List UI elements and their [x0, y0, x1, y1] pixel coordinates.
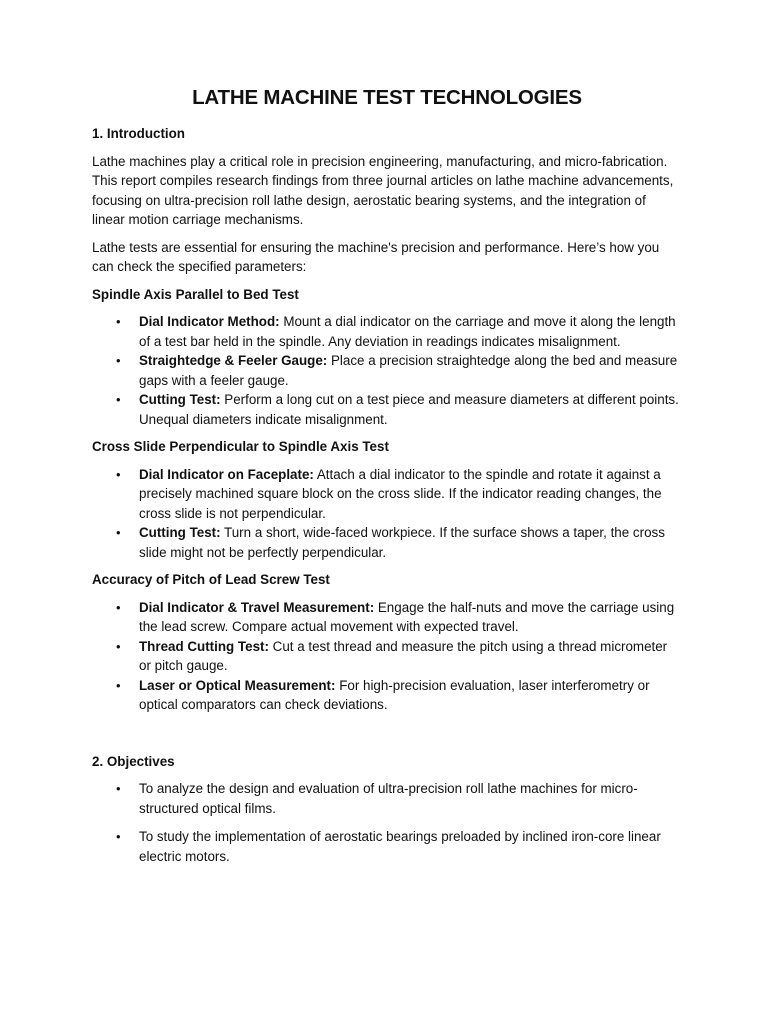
bullet-icon: • — [116, 353, 121, 368]
section-heading-introduction: 1. Introduction — [92, 126, 185, 141]
list-item-term: Cutting Test: — [139, 525, 221, 540]
tests-intro-paragraph: Lathe tests are essential for ensuring the machine's precision and performance. Here’s how you can check the specified parameters: — [92, 239, 660, 274]
list-item-text: Mount a dial indicator on the carriage and move it along the length of a test bar held in the spindle. Any deviation in readings indicates misalignment. — [139, 314, 676, 349]
bullet-icon: • — [116, 525, 121, 540]
list-item-text: Attach a dial indicator to the spindle and rotate it against a precisely machined square block on the cross slide. If the indicator reading changes, the cross slide is not perpendicular. — [139, 466, 662, 521]
bullet-icon: • — [116, 781, 121, 796]
bullet-icon: • — [116, 677, 121, 693]
bullet-icon: • — [116, 466, 121, 482]
intro-paragraph: Lathe machines play a critical role in precision engineering, manufacturing, and micro-fabrication. This report compiles research findings from three journal articles on lathe machine advancements, focusing on ultra-precision roll lathe design, aerostatic bearing systems, and the integration of linear motion carriage mechanisms. — [92, 153, 674, 227]
objectives-list — [92, 779, 682, 866]
spindle-axis-test-list — [92, 312, 682, 429]
subheading-spindle-axis-test: Spindle Axis Parallel to Bed Test — [92, 286, 299, 302]
list-item-text: For high-precision evaluation, laser interferometry or optical comparators can check deviations. — [139, 677, 650, 712]
cross-slide-test-list — [92, 465, 682, 563]
list-item — [92, 351, 682, 390]
list-item — [92, 523, 682, 562]
list-item — [92, 465, 682, 524]
list-item-text: Perform a long cut on a test piece and measure diameters at different points. Unequal diameters indicate misalignment. — [139, 392, 679, 427]
section-heading-objectives: 2. Objectives — [92, 753, 175, 769]
list-item — [92, 676, 682, 715]
document-page — [92, 86, 682, 875]
lead-screw-test-list — [92, 598, 682, 715]
list-item-text: To analyze the design and evaluation of ultra-precision roll lathe machines for micro-structured optical films. — [139, 781, 638, 816]
list-item-term: Dial Indicator on Faceplate: — [139, 466, 314, 482]
list-item — [92, 779, 682, 818]
list-item — [92, 390, 682, 429]
bullet-icon: • — [116, 638, 121, 654]
list-item-text: Place a precision straightedge along the bed and measure gaps with a feeler gauge. — [139, 353, 678, 388]
list-item-text: Engage the half-nuts and move the carriage using the lead screw. Compare actual movement with expected travel. — [139, 599, 675, 634]
subheading-cross-slide-test: Cross Slide Perpendicular to Spindle Axis Test — [92, 439, 389, 454]
bullet-icon: • — [116, 392, 121, 407]
section-spacer — [92, 723, 682, 752]
list-item-term: Dial Indicator Method: — [139, 314, 280, 329]
list-item-term: Straightedge & Feeler Gauge: — [139, 353, 328, 368]
bullet-icon: • — [116, 599, 121, 615]
list-item-term: Thread Cutting Test: — [139, 638, 269, 654]
list-item — [92, 598, 682, 637]
list-item — [92, 637, 682, 676]
bullet-icon: • — [116, 314, 121, 329]
list-item-term: Laser or Optical Measurement: — [139, 677, 336, 693]
list-item-term: Dial Indicator & Travel Measurement: — [139, 599, 375, 615]
list-item-text: Turn a short, wide-faced workpiece. If the surface shows a taper, the cross slide might not be perfectly perpendicular. — [139, 525, 665, 560]
list-item — [92, 312, 682, 351]
list-item — [92, 827, 682, 866]
list-item-text: Cut a test thread and measure the pitch using a thread micrometer or pitch gauge. — [139, 638, 668, 673]
bullet-icon: • — [116, 829, 121, 844]
document-title: LATHE MACHINE TEST TECHNOLOGIES — [192, 86, 582, 109]
list-item-text: To study the implementation of aerostatic bearings preloaded by inclined iron-core linear electric motors. — [139, 829, 661, 864]
list-item-term: Cutting Test: — [139, 392, 221, 407]
subheading-lead-screw-test: Accuracy of Pitch of Lead Screw Test — [92, 572, 330, 587]
